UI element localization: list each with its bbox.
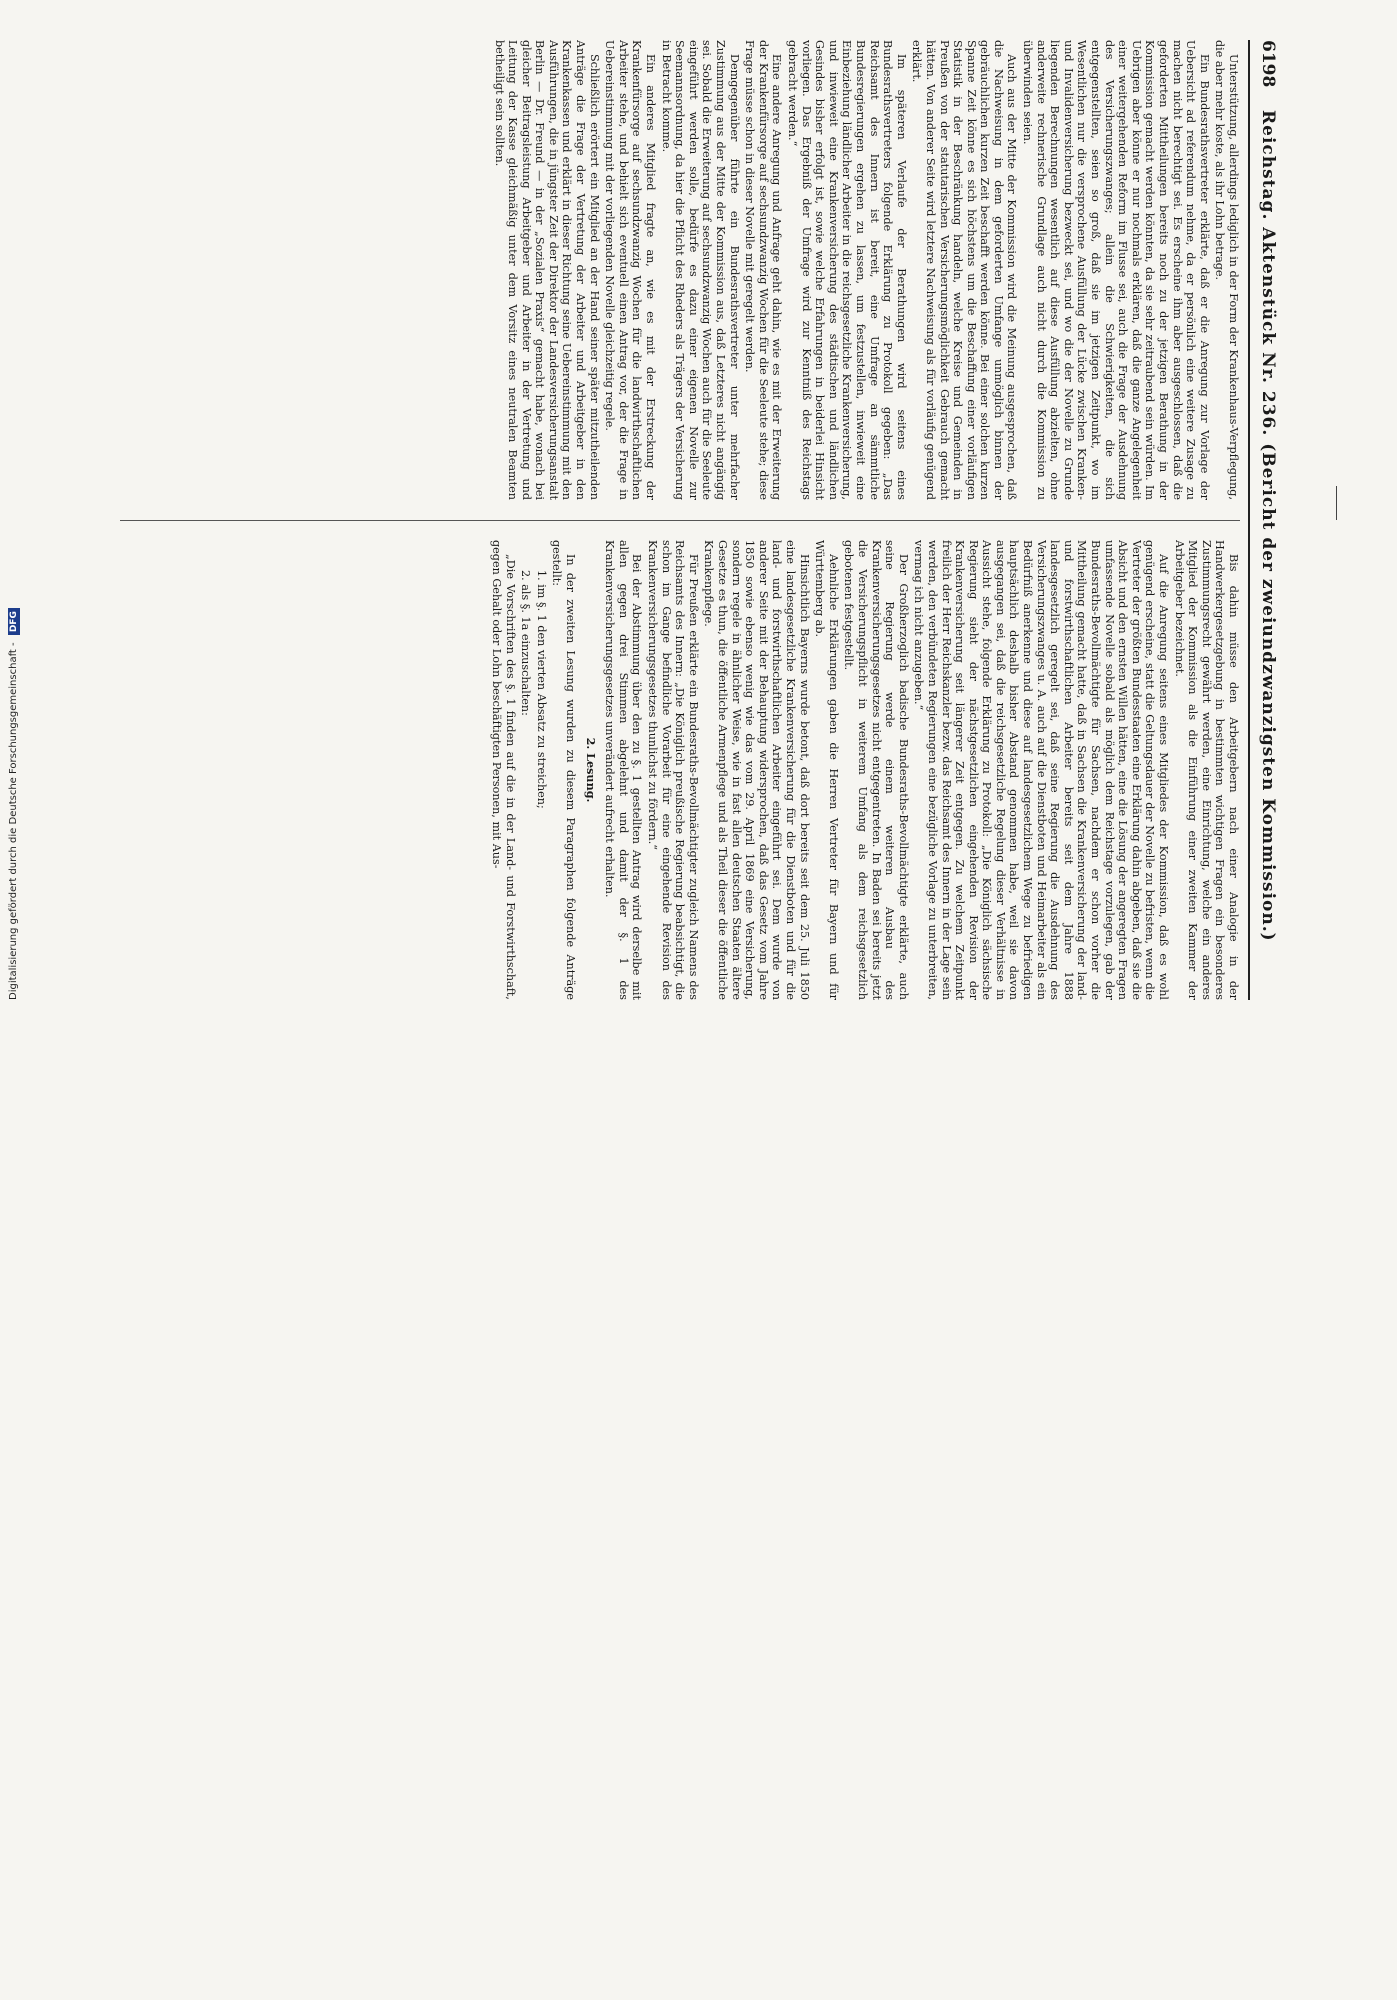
sidebar-credit: Digitalisierung gefördert durch die Deutsche Forschungsgemeinschaft - (8, 642, 19, 1000)
sidebar-text-wrap (8, 608, 20, 1000)
paragraph: Im späteren Verlaufe der Berathungen wird seitens eines Bundesrathsvertreters folgende Erklärung zu Protokoll gegeben: „Das Reichsamt des Innern ist bereit, eine Umfrage an sämmtliche Bundesregierungen ergehen zu lassen, um festzustellen, inwieweit eine Einbeziehung ländlicher Arbeiter in die reichsgesetzliche Krankenversicherung, und inwieweit eine Krankenversicherung des städtischen und ländlichen Gesindes bisher erfolgt ist, sowie welche Erfahrungen in beiderlei Hinsicht vorliegen. Das Ergebniß der Umfrage wird zur Kenntniß des Reichstags gebracht werden.“ (786, 40, 908, 500)
page-number: 6198 (1258, 40, 1278, 88)
right-column (100, 540, 1240, 1000)
header-rule (1248, 40, 1250, 1000)
list-item: 1. im §. 1 den vierten Absatz zu streichen; (534, 570, 548, 809)
paragraph: Schließlich erörtert ein Mitglied an der Hand seiner später mitzutheilenden Anträge die Frage der Vertretung der Arbeiter und Arbeitgeber in den Krankenkassen und erklärt in dieser Richtung seine Uebereinstimmung mit den Ausführungen, die in jüngster Zeit der Direktor der Landesversicherungsanstalt Berlin — Dr. Freund — in der „Sozialen Praxis“ gemacht habe, wonach bei gleicher Beitragsleistung Arbeitgeber und Arbeiter in der Vertretung und Leitung der Kasse gleichmäßig unter dem Vorsitz eines neutralen Beamten betheiligt sein sollten. (492, 40, 601, 500)
page-header (1252, 40, 1280, 1000)
column-divider (120, 520, 1240, 521)
paragraph: Auch aus der Mitte der Kommission wird die Meinung ausgesprochen, daß die Nachweisung in dem geforderten Umfange unmöglich binnen der gebräuchlichen kurzen Zeit beschafft werden könne. Bei einer solchen kurzen Spanne Zeit könne es sich höchstens um die Beschaffung einer vorläufigen Statistik in der Beschränkung handeln, welche Kreise und Gemeinden in Preußen von der statutarischen Versicherungsmöglichkeit Gebrauch gemacht hätten. Von anderer Seite wird letztere Nachweisung als für vorläufig genügend erklärt. (910, 40, 1019, 500)
paragraph: Auf die Anregung seitens eines Mitgliedes der Kommission, daß es wohl genügend erscheine, statt die Geltungsdauer der Novelle zu befristen, wenn die Vertreter der größten Bundesstaaten eine Erklärung dahin abgeben, daß sie die Absicht und den ernsten Willen hätten, eine die Lösung der angeregten Fragen umfassende Novelle sobald als möglich dem Reichstage vorzulegen, gab der Bundesraths-Bevollmächtigte für Sachsen, nachdem er schon vorher die Mittheilung gemacht hatte, daß in Sachsen die Krankenversicherung der land- und forstwirthschaftlichen Arbeiter bereits seit dem Jahre 1888 landesgesetzlich geregelt sei, daß seine Regierung die Ausdehnung des Versicherungszwanges u. A. auch auf die Dienstboten und Heimarbeiter als ein Bedürfniß anerkenne und diese auf landesgesetzlichem Wege zu befriedigen hauptsächlich deshalb bisher Abstand genommen habe, weil sie davon ausgegangen sei, daß die reichsgesetzliche Regelung dieser Verhältnisse in Aussicht stehe, folgende Erklärung zu Protokoll: „Die Königlich sächsische Regierung sieht der nächstgesetzlichen eingehenden Revision der Krankenversicherung seit längerer Zeit entgegen. Zu welchem Zeitpunkt freilich der Herr Reichskanzler bezw. das Reichsamt des Innern in der Lage sein werden, den verbündeten Regierungen eine bezügliche Vorlage zu unterbreiten, vermag ich nicht anzugeben.“ (912, 540, 1171, 1000)
paragraph: Unterstützung, allerdings lediglich in der Form der Krankenhaus-Verpflegung, die aber mehr koste, als ihr Lohn betrage. (1213, 40, 1240, 500)
paragraph: In der zweiten Lesung wurden zu diesem Paragraphen folgende Anträge gestellt: (550, 540, 578, 1000)
paragraph: Hinsichtlich Bayerns wurde betont, daß dort bereits seit dem 25. Juli 1850 eine landesgesetzliche Krankenversicherung für die Dienstboten und für die land- und forstwirthschaftlichen Arbeiter eingeführt sei. Dem wurde von anderer Seite mit der Behauptung widersprochen, daß das Gesetz vom Jahre 1850 sowie ebenso wenig wie das vom 29. April 1869 eine Versicherung, sondern regele in ähnlicher Weise, wie in fast allen deutschen Staaten ältere Gesetze es thun, die öffentliche Armenpflege und als Theil dieser die öffentliche Krankenpflege. (702, 540, 811, 1000)
dfg-sidebar (8, 611, 38, 2000)
paragraph: Demgegenüber führte ein Bundesrathsvertreter unter mehrfacher Zustimmung aus der Mitte der Kommission aus, daß Letzteres nicht angängig sei. Sobald die Erweiterung auf sechsundzwanzig Wochen auch für die Seeleute eingeführt werden solle, bedürfe es dazu einer eigenen Novelle zur Seemannsordnung, da hier die Pflicht des Rheders als Trägers der Versicherung in Betracht komme. (659, 40, 741, 500)
paragraph: Bei der Abstimmung über den zu §. 1 gestellten Antrag wird derselbe mit allen gegen drei Stimmen abgelehnt und damit der §. 1 des Krankenversicherungsgesetzes unverändert aufrecht erhalten. (603, 540, 644, 1000)
paragraph: Der Großherzoglich badische Bundesraths-Bevollmächtigte erklärte, auch seine Regierung werde einem weiteren Ausbau des Krankenversicherungsgesetzes nicht entgegentreten. In Baden sei bereits jetzt die Versicherungspflicht in weiterem Umfang als dem reichsgesetzlich gebotenen festgestellt. (842, 540, 910, 1000)
section-heading: 2. Lesung. (583, 737, 598, 803)
paragraph: Für Preußen erklärte ein Bundesraths-Bevollmächtigter zugleich Namens des Reichsamts des Innern: „Die Königlich preußische Regierung beabsichtigt, die schon im Gange befindliche Vorarbeit für eine eingehende Revision des Krankenversicherungsgesetzes thunlichst zu fördern.“ (646, 540, 700, 1000)
document-page (80, 40, 1280, 1000)
paragraph: Aehnliche Erklärungen gaben die Herren Vertreter für Bayern und für Württemberg ab. (813, 540, 840, 1000)
paragraph: Ein anderes Mitglied fragte an, wie es mit der Erstreckung der Krankenfürsorge auf sechsundzwanzig Wochen für die landwirthschaftlichen Arbeiter stehe, und behielt sich eventuell einen Antrag vor, der die Frage in Uebereinstimmung mit der vorliegenden Novelle gleichzeitig regele. (603, 40, 658, 500)
scan-mark (1336, 486, 1337, 520)
paragraph: Eine andere Anregung und Anfrage geht dahin, wie es mit der Erweiterung der Krankenfürsorge auf sechsundzwanzig Wochen für die Seeleute stehe; diese Frage müsse schon in dieser Novelle mit geregelt werden. (743, 40, 784, 500)
paragraph: Ein Bundesrathsvertreter erklärte, daß er die Anregung zur Vorlage der Uebersicht ad referendum nehme, da er persönlich eine weitere Zusage zu machen nicht berechtigt sei. Es erscheine ihm aber ausgeschlossen, daß die geforderten Mittheilungen bereits noch zu der jetzigen Berathung in der Kommission gemacht werden könnten, da sie sehr zeitraubend sein würden. Im Uebrigen aber könne er nur nochmals erklären, daß die ganze Angelegenheit einer weitergehenden Reform im Flusse sei, auch die Frage der Ausdehnung des Versicherungszwanges; allein die Schwierigkeiten, die sich entgegenstellten, seien so groß, daß sie im jetzigen Zeitpunkt, wo im Wesentlichen nur die versprochene Ausfüllung der Lücke zwischen Kranken- und Invalidenversicherung bezweckt sei, und wo die der Novelle zu Grunde liegenden Berechnungen wesentlich auf diese Ausfüllung abzielten, ohne anderweite rechnerische Grundlage auch nicht durch die Kommission zu überwinden seien. (1021, 40, 1211, 500)
page-title: Reichstag. Aktenstück Nr. 236. (Bericht der zweiundzwanzigsten Kommission.) (1258, 110, 1278, 942)
list-item: 2. als §. 1a einzuschalten: (519, 570, 533, 716)
left-column (100, 40, 1240, 500)
paragraph: Bis dahin müsse den Arbeitgebern nach einer Analogie in der Handwerkergesetzgebung in bestimmten wichtigen Fragen ein besonderes Zustimmungsrecht gewährt werden, eine Einrichtung, welche ein anderes Mitglied der Kommission als die Einführung einer zweiten Kammer der Arbeitgeber bezeichnet. (1172, 540, 1240, 1000)
paragraph: „Die Vorschriften des §. 1 finden auf die in der Land- und Forstwirthschaft, gegen Gehalt oder Lohn beschäftigten Personen, mit Aus- (490, 540, 517, 1000)
dfg-logo: DFG (8, 608, 20, 635)
